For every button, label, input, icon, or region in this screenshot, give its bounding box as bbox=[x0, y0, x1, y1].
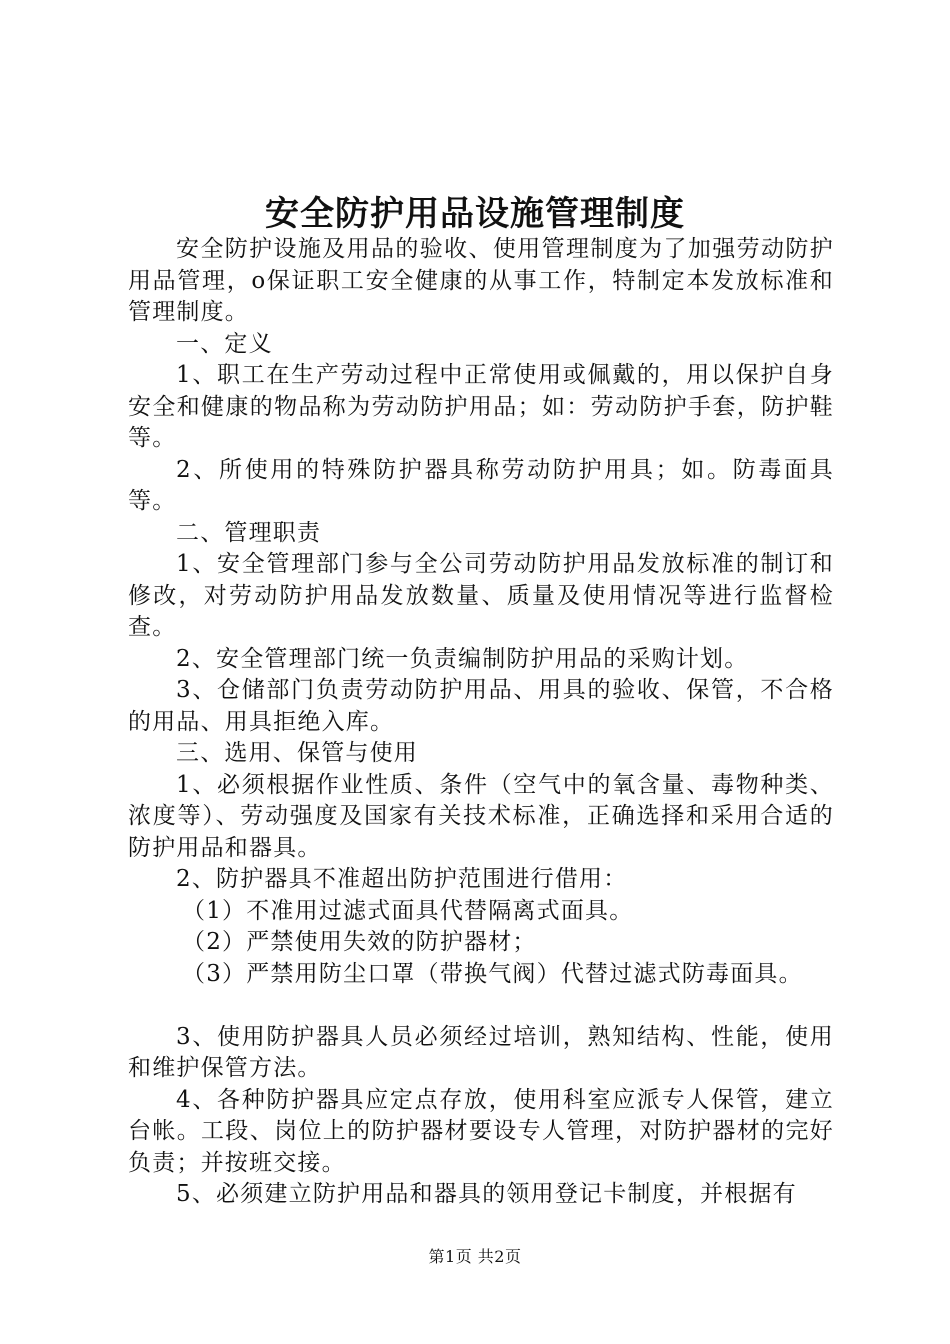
paragraph-responsibility-2: 2、安全管理部门统一负责编制防护用品的采购计划。 bbox=[176, 645, 749, 672]
page-footer: 第1页 共2页 bbox=[428, 1247, 522, 1266]
paragraph-usage-3: 3、使用防护器具人员必须经过培训，熟知结构、性能，使用和维护保管方法。 bbox=[128, 1023, 834, 1081]
paragraph-usage-4: 4、各种防护器具应定点存放，使用科室应派专人保管，建立台帐。工段、岗位上的防护器材要设专人管理，对防护器材的完好负责；并按班交接。 bbox=[128, 1086, 834, 1176]
paragraph-responsibility-1: 1、安全管理部门参与全公司劳动防护用品发放标准的制订和修改，对劳动防护用品发放数量、质量及使用情况等进行监督检查。 bbox=[128, 551, 834, 640]
paragraph-usage-2-item-1: （1）不准用过滤式面具代替隔离式面具。 bbox=[182, 897, 634, 924]
document-title: 安全防护用品设施管理制度 bbox=[265, 194, 685, 234]
document-body bbox=[128, 234, 834, 1211]
paragraph-usage-1: 1、必须根据作业性质、条件（空气中的氧含量、毒物种类、浓度等）、劳动强度及国家有关技术标准，正确选择和采用合适的防护用品和器具。 bbox=[128, 771, 834, 861]
paragraph-definition-2: 2、所使用的特殊防护器具称劳动防护用具；如。防毒面具等。 bbox=[128, 456, 834, 514]
paragraph-responsibility-3: 3、仓储部门负责劳动防护用品、用具的验收、保管，不合格的用品、用具拒绝入库。 bbox=[128, 677, 834, 735]
section-heading-responsibilities: 二、管理职责 bbox=[176, 519, 322, 546]
paragraph-definition-1: 1、职工在生产劳动过程中正常使用或佩戴的，用以保护自身安全和健康的物品称为劳动防护用品；如：劳动防护手套，防护鞋等。 bbox=[128, 362, 834, 451]
section-heading-usage: 三、选用、保管与使用 bbox=[176, 740, 418, 766]
paragraph-usage-2-item-2: （2）严禁使用失效的防护器材； bbox=[182, 929, 537, 955]
paragraph-intro: 安全防护设施及用品的验收、使用管理制度为了加强劳动防护用品管理，o保证职工安全健康的从事工作，特制定本发放标准和管理制度。 bbox=[128, 236, 834, 325]
paragraph-usage-5: 5、必须建立防护用品和器具的领用登记卡制度，并根据有 bbox=[176, 1181, 797, 1207]
section-heading-definition: 一、定义 bbox=[176, 330, 273, 357]
paragraph-usage-2-item-3: （3）严禁用防尘口罩（带换气阀）代替过滤式防毒面具。 bbox=[182, 960, 803, 987]
paragraph-usage-2: 2、防护器具不准超出防护范围进行借用： bbox=[176, 866, 628, 892]
blank-line bbox=[128, 990, 834, 1022]
